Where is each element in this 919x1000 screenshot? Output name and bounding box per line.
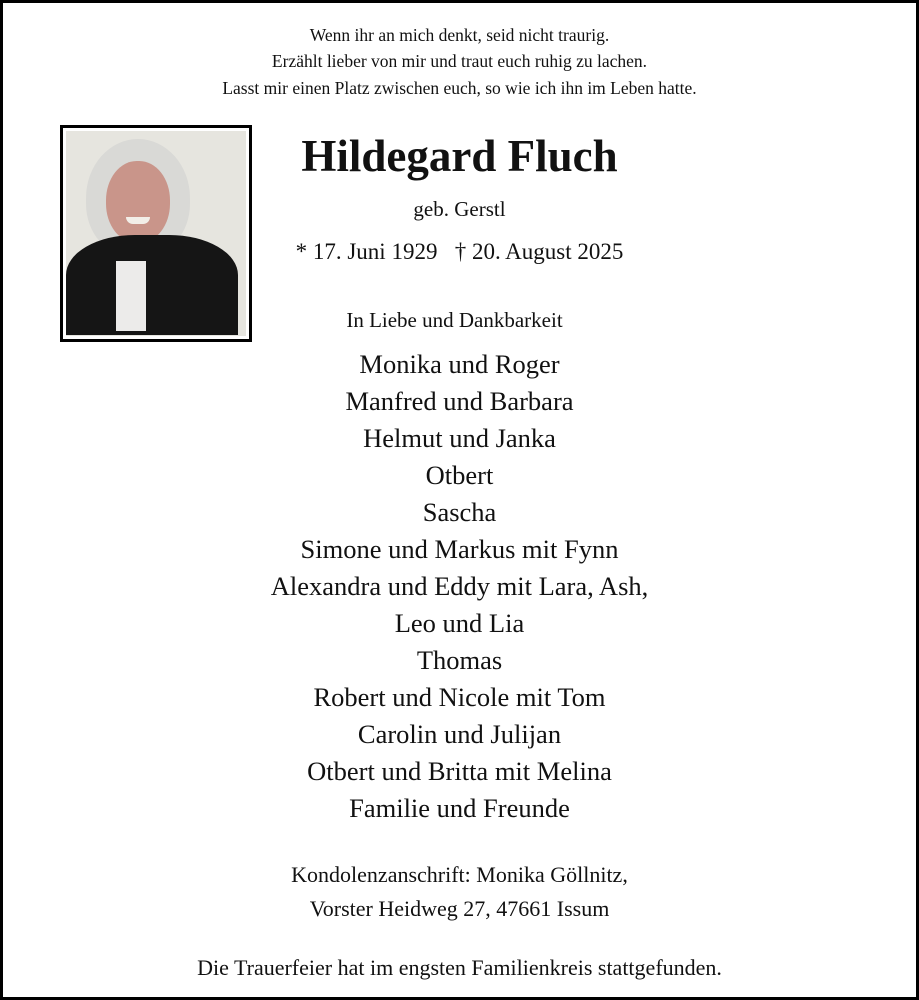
family-member-line: Carolin und Julijan xyxy=(357,719,562,749)
quote-line: Wenn ihr an mich denkt, seid nicht traurig. xyxy=(309,25,610,45)
family-member-line: Otbert und Britta mit Melina xyxy=(307,756,612,786)
quote-line: Erzählt lieber von mir und traut euch ruhig zu lachen. xyxy=(271,51,648,71)
family-member-line: Familie und Freunde xyxy=(349,793,570,823)
condolence-line: Kondolenzanschrift: Monika Göllnitz, xyxy=(291,862,628,887)
family-member-line: Helmut und Janka xyxy=(363,423,556,453)
family-member-line: Thomas xyxy=(416,645,503,675)
family-member-line: Alexandra und Eddy mit Lara, Ash, xyxy=(270,571,649,601)
condolence-line: Vorster Heidweg 27, 47661 Issum xyxy=(309,896,610,921)
family-member-line: Otbert xyxy=(425,460,494,490)
family-member-line: Sascha xyxy=(422,497,497,527)
funeral-note: Die Trauerfeier hat im engsten Familienkreis stattgefunden. xyxy=(197,955,722,980)
maiden-name: geb. Gerstl xyxy=(413,197,506,221)
family-member-line: Manfred und Barbara xyxy=(345,386,574,416)
family-member-line: Simone und Markus mit Fynn xyxy=(300,534,619,564)
life-dates: * 17. Juni 1929 † 20. August 2025 xyxy=(295,239,624,264)
family-member-line: Leo und Lia xyxy=(394,608,525,638)
dedication: In Liebe und Dankbarkeit xyxy=(346,308,563,332)
deceased-name: Hildegard Fluch xyxy=(301,131,618,181)
family-member-line: Monika und Roger xyxy=(359,349,560,379)
family-member-line: Robert und Nicole mit Tom xyxy=(313,682,606,712)
quote-line: Lasst mir einen Platz zwischen euch, so wie ich ihn im Leben hatte. xyxy=(222,78,697,98)
